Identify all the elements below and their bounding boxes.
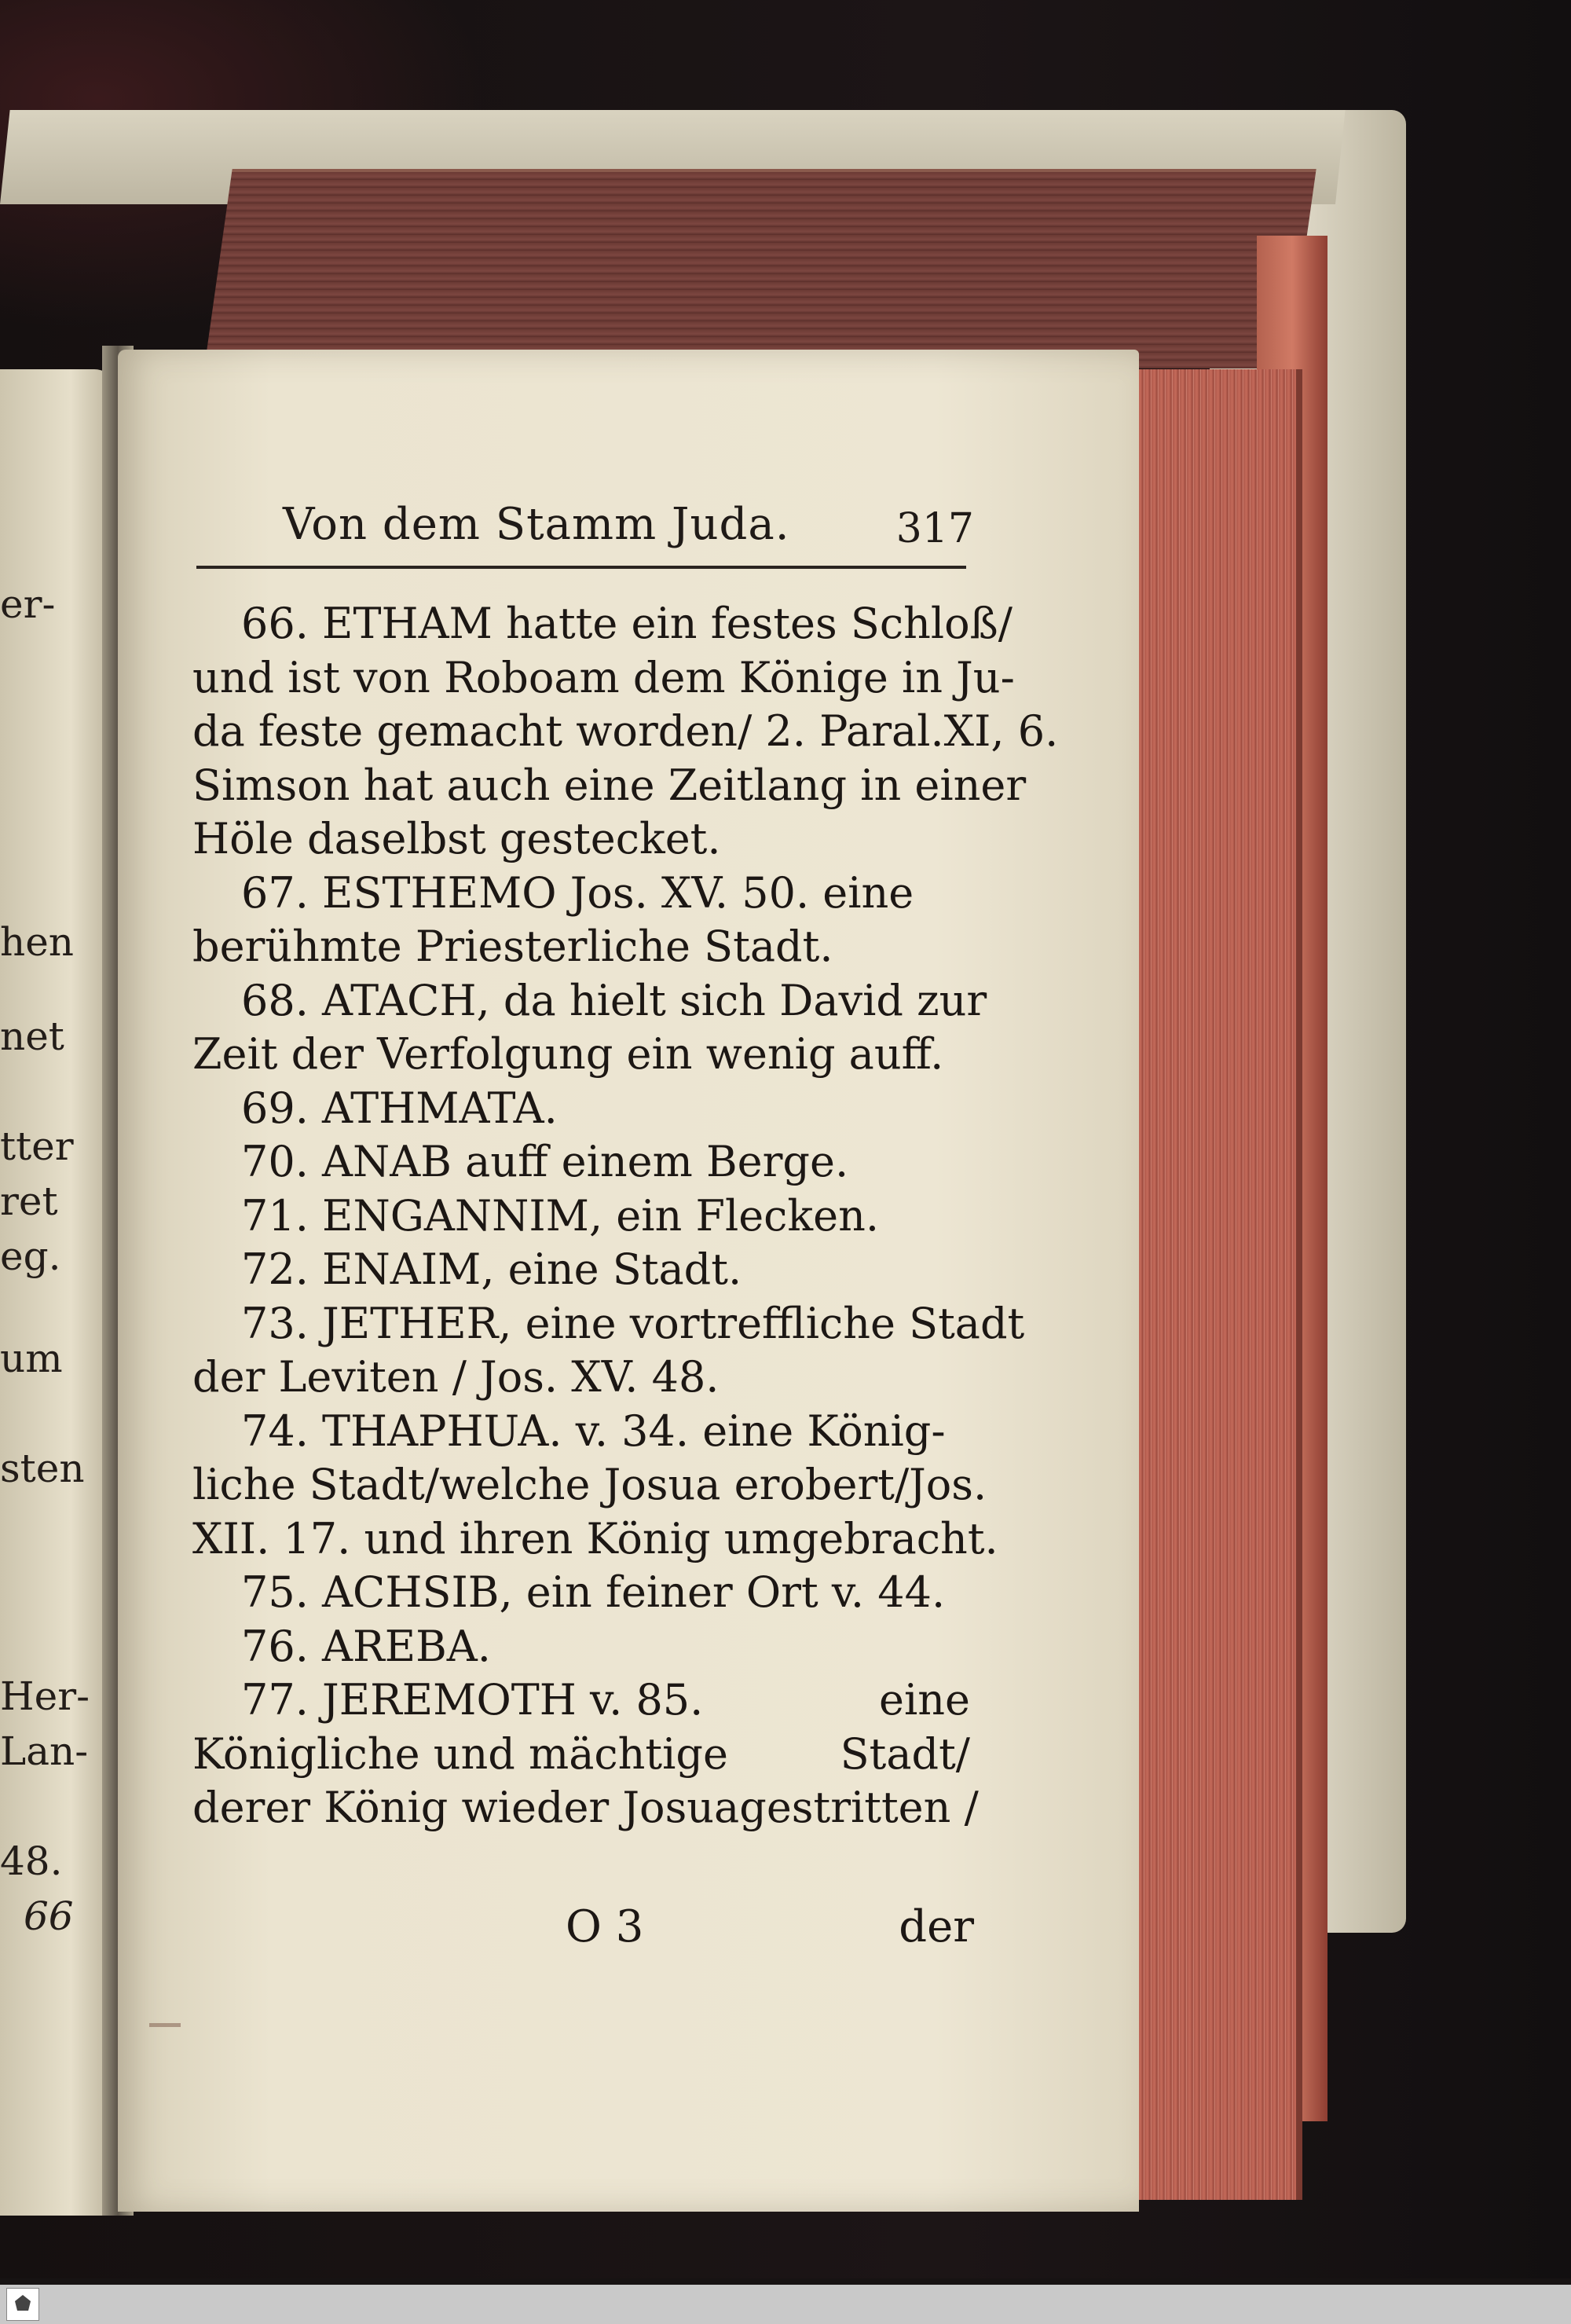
justified-line-left: derer König wieder Josua [192, 1783, 740, 1832]
page-body [192, 597, 1059, 1835]
page-header [283, 499, 974, 562]
left-fragment: sten [0, 1446, 85, 1491]
text-line: 74. THAPHUA. v. 34. eine König- [241, 1406, 946, 1456]
justified-line-left: 77. JEREMOTH v. 85. [241, 1675, 704, 1725]
left-fragment: ret [0, 1178, 58, 1224]
left-fragment: 48. [0, 1838, 63, 1884]
left-fragment: 66 [24, 1893, 74, 1939]
page-block-top-edge [204, 169, 1316, 368]
left-fragment: tter [0, 1124, 74, 1169]
justified-line-right: gestritten / [739, 1783, 979, 1832]
text-line: da feste gemacht worden/ 2. Paral.XI, 6. [192, 706, 1059, 756]
text-line: berühmte Priesterliche Stadt. [192, 922, 833, 971]
header-rule [196, 566, 966, 569]
left-fragment: Her- [0, 1673, 90, 1719]
library-logo-icon [6, 2288, 39, 2321]
justified-line-right: Stadt/ [840, 1728, 970, 1779]
text-line: 68. ATACH, da hielt sich David zur [241, 975, 987, 1025]
text-line: 66. ETHAM hatte ein festes Schloß/ [241, 599, 1013, 648]
text-lines [192, 597, 1059, 1673]
left-fragment: net [0, 1014, 64, 1059]
text-line: XII. 17. und ihren König umgebracht. [192, 1513, 998, 1563]
text-line: 75. ACHSIB, ein feiner Ort v. 44. [241, 1567, 946, 1617]
text-line: Höle daselbst gestecket. [192, 814, 721, 863]
text-line: der Leviten / Jos. XV. 48. [192, 1352, 720, 1402]
justified-line-left: Königliche und mächtige [192, 1728, 728, 1779]
viewer-bottom-bar [0, 2285, 1571, 2324]
left-fragment: Lan- [0, 1728, 89, 1774]
margin-mark [149, 2023, 181, 2027]
text-line: Zeit der Verfolgung ein wenig auff. [192, 1029, 944, 1079]
running-head: Von dem Stamm Juda. [283, 499, 790, 550]
left-fragment: hen [0, 919, 74, 965]
left-fragment: eg. [0, 1233, 61, 1279]
justified-line [192, 1673, 978, 1728]
red-fore-edge [1123, 369, 1302, 2200]
signature-mark: O 3 [566, 1901, 644, 1952]
text-line: 71. ENGANNIM, ein Flecken. [241, 1190, 880, 1241]
library-logo-mark [15, 2295, 31, 2311]
text-line: 76. AREBA. [241, 1621, 491, 1671]
left-fragment: er- [0, 581, 56, 627]
text-line: 70. ANAB auff einem Berge. [241, 1137, 849, 1186]
text-line: 69. ATHMATA. [241, 1083, 558, 1133]
text-line: 73. JETHER, eine vortreffliche Stadt [241, 1298, 1025, 1348]
justified-line-right: eine [879, 1675, 970, 1725]
page-footer [566, 1901, 974, 1956]
left-fragment: um [0, 1336, 63, 1381]
justified-line [192, 1781, 978, 1835]
text-line: liche Stadt/welche Josua erobert/Jos. [192, 1460, 987, 1509]
catchword: der [899, 1901, 974, 1952]
text-line: 67. ESTHEMO Jos. XV. 50. eine [241, 867, 914, 918]
justified-lines [192, 1673, 978, 1835]
text-line: und ist von Roboam dem Könige in Ju- [192, 652, 1015, 702]
text-line: 72. ENAIM, eine Stadt. [241, 1244, 742, 1294]
justified-line [192, 1728, 978, 1782]
text-line: Simson hat auch eine Zeitlang in einer [192, 760, 1027, 810]
page-number: 317 [895, 505, 974, 552]
